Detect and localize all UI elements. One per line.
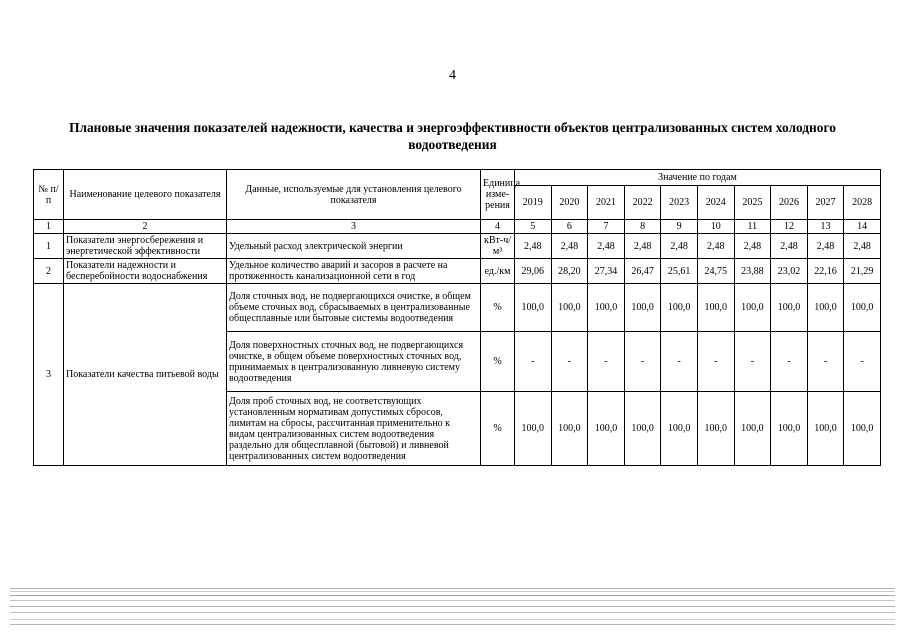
header-year: 2020: [551, 186, 588, 220]
value-cell: 100,0: [734, 284, 771, 332]
column-number: 6: [551, 220, 588, 234]
header-year: 2025: [734, 186, 771, 220]
value-cell: 2,48: [551, 234, 588, 259]
value-cell: -: [697, 332, 734, 392]
header-year: 2021: [588, 186, 625, 220]
value-cell: 2,48: [515, 234, 552, 259]
header-values-group: Значение по годам: [515, 170, 881, 186]
value-cell: 2,48: [807, 234, 844, 259]
table-row: [34, 259, 881, 284]
column-number: 12: [771, 220, 808, 234]
value-cell: -: [624, 332, 661, 392]
row-name: Показатели надежности и бесперебойности водоснабжения: [64, 259, 227, 284]
row-unit: %: [481, 332, 515, 392]
value-cell: -: [515, 332, 552, 392]
row-data: Удельный расход электрической энергии: [227, 234, 481, 259]
value-cell: 100,0: [807, 392, 844, 466]
header-year: 2024: [697, 186, 734, 220]
row-num: 2: [34, 259, 64, 284]
document-title: Плановые значения показателей надежности, качества и энергоэффективности объектов централизованных систем холодного водоотведения: [69, 120, 836, 152]
header-year: 2026: [771, 186, 808, 220]
value-cell: 100,0: [624, 392, 661, 466]
value-cell: -: [551, 332, 588, 392]
value-cell: 21,29: [844, 259, 881, 284]
row-unit: ед./км: [481, 259, 515, 284]
value-cell: 2,48: [771, 234, 808, 259]
column-number: 7: [588, 220, 625, 234]
value-cell: 28,20: [551, 259, 588, 284]
value-cell: 100,0: [661, 392, 698, 466]
value-cell: -: [771, 332, 808, 392]
value-cell: 2,48: [588, 234, 625, 259]
value-cell: 100,0: [624, 284, 661, 332]
value-cell: -: [588, 332, 625, 392]
scan-artifact-lines: [10, 586, 895, 626]
column-number: 2: [64, 220, 227, 234]
value-cell: 2,48: [661, 234, 698, 259]
row-unit: кВт-ч/м³: [481, 234, 515, 259]
value-cell: 100,0: [551, 392, 588, 466]
column-number: 5: [515, 220, 552, 234]
value-cell: 100,0: [734, 392, 771, 466]
value-cell: 24,75: [697, 259, 734, 284]
header-num: № п/п: [34, 170, 64, 220]
value-cell: 22,16: [807, 259, 844, 284]
value-cell: 100,0: [771, 392, 808, 466]
value-cell: 100,0: [807, 284, 844, 332]
column-number: 10: [697, 220, 734, 234]
value-cell: 2,48: [734, 234, 771, 259]
value-cell: 2,48: [844, 234, 881, 259]
value-cell: 2,48: [697, 234, 734, 259]
value-cell: 100,0: [697, 392, 734, 466]
value-cell: 100,0: [771, 284, 808, 332]
column-number: 8: [624, 220, 661, 234]
value-cell: 25,61: [661, 259, 698, 284]
value-cell: 2,48: [624, 234, 661, 259]
value-cell: -: [807, 332, 844, 392]
value-cell: 27,34: [588, 259, 625, 284]
value-cell: 100,0: [515, 392, 552, 466]
row-data: Доля проб сточных вод, не соответствующих установленным нормативам допустимых сбросов, лимитам на сбросы, рассчитанная применительно к видам централизованных систем водоотведения раздельно для общесплавной (бытовой) и ливневой централизованных систем водоотведения: [227, 392, 481, 466]
row-data: Доля поверхностных сточных вод, не подвергающихся очистке, в общем объеме поверхностных сточных вод, принимаемых в централизованную ливневую систему водоотведения: [227, 332, 481, 392]
header-year: 2027: [807, 186, 844, 220]
value-cell: 29,06: [515, 259, 552, 284]
header-unit: Единица изме-рения: [481, 170, 515, 220]
value-cell: 100,0: [661, 284, 698, 332]
row-num: 3: [34, 284, 64, 466]
header-name: Наименование целевого показателя: [64, 170, 227, 220]
table-row: [34, 284, 881, 332]
value-cell: 23,02: [771, 259, 808, 284]
column-number: 11: [734, 220, 771, 234]
value-cell: -: [844, 332, 881, 392]
row-data: Доля сточных вод, не подвергающихся очистке, в общем объеме сточных вод, сбрасываемых в централизованные общесплавные или бытовые системы водоотведения: [227, 284, 481, 332]
value-cell: 100,0: [844, 392, 881, 466]
row-unit: %: [481, 392, 515, 466]
value-cell: 100,0: [697, 284, 734, 332]
column-numbers-row: [34, 220, 881, 234]
column-number: 9: [661, 220, 698, 234]
row-name: Показатели качества питьевой воды: [64, 284, 227, 466]
row-num: 1: [34, 234, 64, 259]
column-number: 14: [844, 220, 881, 234]
header-data: Данные, используемые для установления целевого показателя: [227, 170, 481, 220]
header-year: 2028: [844, 186, 881, 220]
row-data: Удельное количество аварий и засоров в расчете на протяженность канализационной сети в год: [227, 259, 481, 284]
indicators-table: [33, 169, 881, 466]
column-number: 3: [227, 220, 481, 234]
value-cell: 100,0: [588, 392, 625, 466]
value-cell: 100,0: [844, 284, 881, 332]
header-year: 2023: [661, 186, 698, 220]
value-cell: -: [734, 332, 771, 392]
value-cell: 23,88: [734, 259, 771, 284]
column-number: 4: [481, 220, 515, 234]
column-number: 1: [34, 220, 64, 234]
row-name: Показатели энергосбережения и энергетической эффективности: [64, 234, 227, 259]
page-number: 4: [449, 68, 456, 83]
header-year: 2019: [515, 186, 552, 220]
header-year: 2022: [624, 186, 661, 220]
row-unit: %: [481, 284, 515, 332]
table-row: [34, 234, 881, 259]
value-cell: 26,47: [624, 259, 661, 284]
column-number: 13: [807, 220, 844, 234]
value-cell: -: [661, 332, 698, 392]
value-cell: 100,0: [551, 284, 588, 332]
value-cell: 100,0: [515, 284, 552, 332]
value-cell: 100,0: [588, 284, 625, 332]
